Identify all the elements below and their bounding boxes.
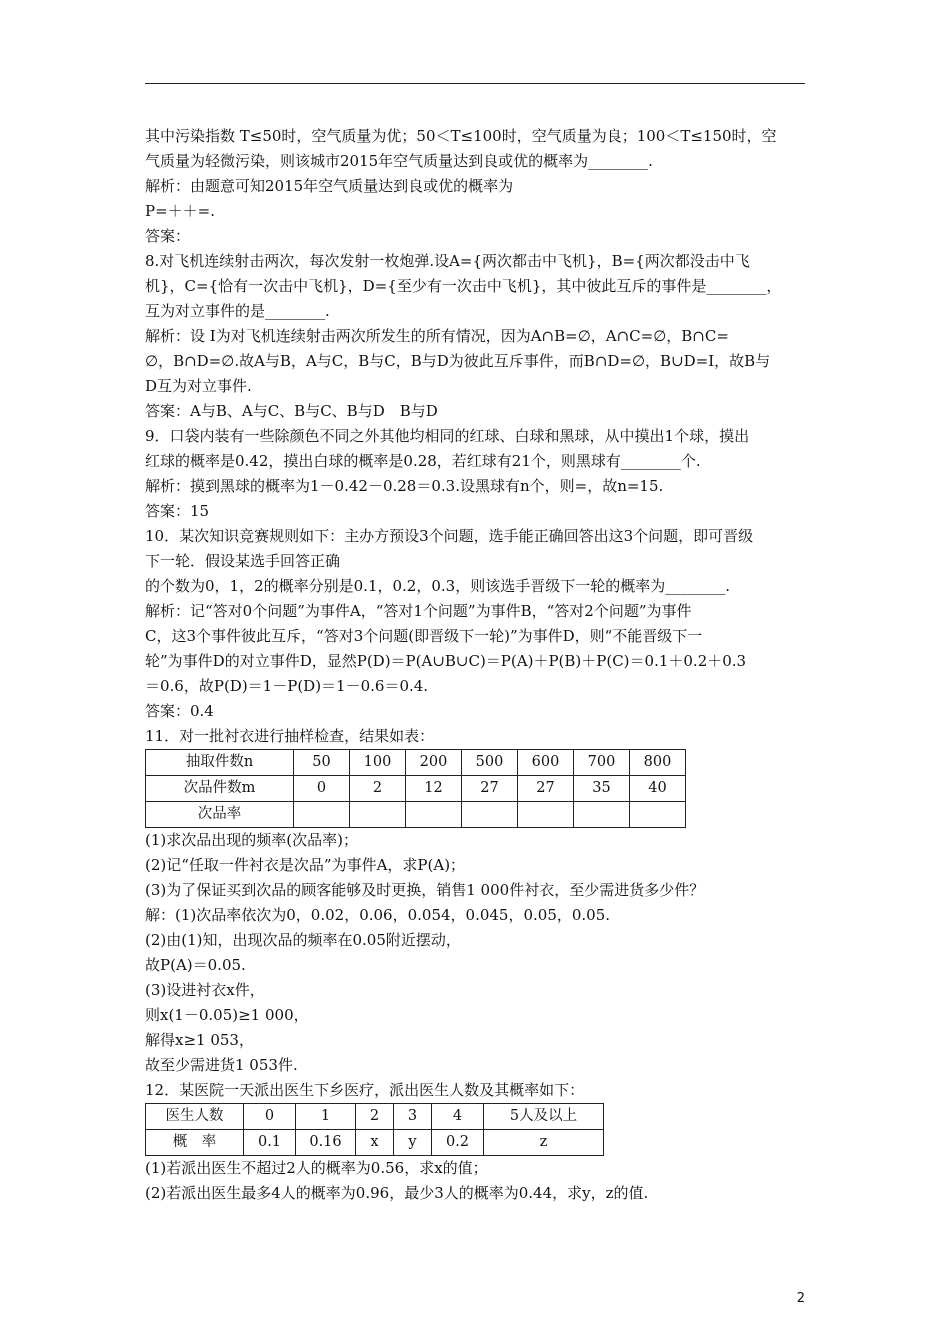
text-line: 解：(1)次品率依次为0，0.02，0.06，0.054，0.045，0.05，0.05. (145, 906, 611, 924)
text-line: D互为对立事件. (145, 377, 252, 395)
text-line: 答案：15 (145, 502, 210, 520)
table-cell: 500 (462, 750, 518, 776)
table-row (146, 1130, 604, 1156)
table-cell: 0.16 (296, 1130, 356, 1156)
text-line: 11．对一批衬衣进行抽样检查，结果如表： (145, 727, 435, 745)
text-line: 解析：摸到黑球的概率为1－0.42－0.28＝0.3.设黑球有n个，则=，故n=15. (145, 477, 664, 495)
text-line: (2)记“任取一件衬衣是次品”为事件A，求P(A)； (145, 856, 466, 874)
table-cell: 0.2 (432, 1130, 484, 1156)
text-line: 互为对立事件的是________. (145, 302, 330, 320)
table-cell: 2 (350, 776, 406, 802)
table-cell: 0 (294, 776, 350, 802)
table-cell: 27 (518, 776, 574, 802)
text-line: 的个数为0，1，2的概率分别是0.1，0.2，0.3，则该选手晋级下一轮的概率为________. (145, 577, 730, 595)
table-cell: 5人及以上 (484, 1104, 604, 1130)
text-line: ＝0.6，故P(D)＝1－P(D)＝1－0.6＝0.4. (145, 677, 429, 695)
table-cell: 50 (294, 750, 350, 776)
table-cell (294, 802, 350, 828)
text-line: 轮”为事件D的对立事件D，显然P(D)＝P(A∪B∪C)＝P(A)＋P(B)＋P(C)＝0.1＋0.2＋0.3 (145, 652, 747, 670)
table-cell: 3 (394, 1104, 432, 1130)
text-line: 其中污染指数 T≤50时，空气质量为优；50＜T≤100时，空气质量为良；100＜T≤150时，空 (145, 127, 777, 145)
doctor-probability-table (145, 1103, 604, 1156)
text-line: 红球的概率是0.42，摸出白球的概率是0.28，若红球有21个，则黑球有________个. (145, 452, 701, 470)
text-line: 解析：设 I为对飞机连续射击两次所发生的所有情况，因为A∩B=∅，A∩C=∅，B∩C= (145, 327, 729, 345)
table-cell (462, 802, 518, 828)
text-line: (3)为了保证买到次品的顾客能够及时更换，销售1 000件衬衣，至少需进货多少件？ (145, 881, 705, 899)
table-cell (406, 802, 462, 828)
text-line: 9．口袋内装有一些除颜色不同之外其他均相同的红球、白球和黑球，从中摸出1个球，摸出 (145, 427, 750, 445)
table-cell: 700 (574, 750, 630, 776)
table-cell: y (394, 1130, 432, 1156)
text-line: 12．某医院一天派出医生下乡医疗，派出医生人数及其概率如下： (145, 1081, 585, 1099)
table-row (146, 1104, 604, 1130)
text-line: ∅，B∩D=∅.故A与B，A与C，B与C，B与D为彼此互斥事件，而B∩D=∅，B∪D=I，故B与 (145, 352, 771, 370)
table-cell: 600 (518, 750, 574, 776)
header-rule (145, 83, 805, 84)
table-row (146, 776, 686, 802)
table-cell: 0 (244, 1104, 296, 1130)
table-cell: 1 (296, 1104, 356, 1130)
table-cell (518, 802, 574, 828)
text-line: 答案： (145, 227, 191, 245)
table-cell: 800 (630, 750, 686, 776)
text-block-top (145, 124, 810, 749)
text-line: 则x(1－0.05)≥1 000， (145, 1006, 309, 1024)
text-line: 10．某次知识竞赛规则如下：主办方预设3个问题，选手能正确回答出这3个问题，即可晋级 (145, 527, 754, 545)
table-cell: z (484, 1130, 604, 1156)
table-row-header: 抽取件数n (146, 750, 294, 776)
text-line: 故至少需进货1 053件. (145, 1056, 298, 1074)
text-line: (3)设进衬衣x件， (145, 981, 265, 999)
table-cell (574, 802, 630, 828)
text-line: 8.对飞机连续射击两次，每次发射一枚炮弹.设A={两次都击中飞机}，B={两次都没击中飞 (145, 252, 750, 270)
table-row-header: 概 率 (146, 1130, 244, 1156)
text-line: 故P(A)＝0.05. (145, 956, 246, 974)
table-row-header: 次品件数m (146, 776, 294, 802)
table-cell: 40 (630, 776, 686, 802)
table-cell: 0.1 (244, 1130, 296, 1156)
table-cell: 12 (406, 776, 462, 802)
table-cell: 100 (350, 750, 406, 776)
table-cell (350, 802, 406, 828)
text-line: (1)求次品出现的频率(次品率)； (145, 831, 358, 849)
table-row (146, 802, 686, 828)
table-cell: 4 (432, 1104, 484, 1130)
text-line: 机}，C={恰有一次击中飞机}，D={至少有一次击中飞机}，其中彼此互斥的事件是________， (145, 277, 782, 295)
table-cell: x (356, 1130, 394, 1156)
text-line: 解析：记“答对0个问题”为事件A，“答对1个问题”为事件B，“答对2个问题”为事件 (145, 602, 692, 620)
text-line: (2)若派出医生最多4人的概率为0.96，最少3人的概率为0.44，求y，z的值. (145, 1184, 649, 1202)
table-row-header: 次品率 (146, 802, 294, 828)
table-cell: 27 (462, 776, 518, 802)
page-content (145, 124, 810, 1206)
text-line: (2)由(1)知，出现次品的频率在0.05附近摆动， (145, 931, 461, 949)
table-row (146, 750, 686, 776)
table-cell: 2 (356, 1104, 394, 1130)
text-block-bottom (145, 1156, 810, 1206)
text-line: 答案：A与B、A与C、B与C、B与D B与D (145, 402, 438, 420)
page-number: 2 (796, 1291, 805, 1306)
table-cell: 35 (574, 776, 630, 802)
text-line: (1)若派出医生不超过2人的概率为0.56，求x的值； (145, 1159, 488, 1177)
table-cell (630, 802, 686, 828)
table-cell: 200 (406, 750, 462, 776)
text-line: 解得x≥1 053， (145, 1031, 254, 1049)
text-line: 答案：0.4 (145, 702, 214, 720)
table-row-header: 医生人数 (146, 1104, 244, 1130)
text-line: C，这3个事件彼此互斥，“答对3个问题(即晋级下一轮)”为事件D，则“不能晋级下一 (145, 627, 703, 645)
text-block-middle (145, 828, 810, 1103)
sampling-table (145, 749, 686, 828)
text-line: 下一轮．假设某选手回答正确 (145, 552, 341, 570)
text-line: P=＋＋=. (145, 202, 215, 220)
text-line: 解析：由题意可知2015年空气质量达到良或优的概率为 (145, 177, 514, 195)
text-line: 气质量为轻微污染，则该城市2015年空气质量达到良或优的概率为________. (145, 152, 653, 170)
